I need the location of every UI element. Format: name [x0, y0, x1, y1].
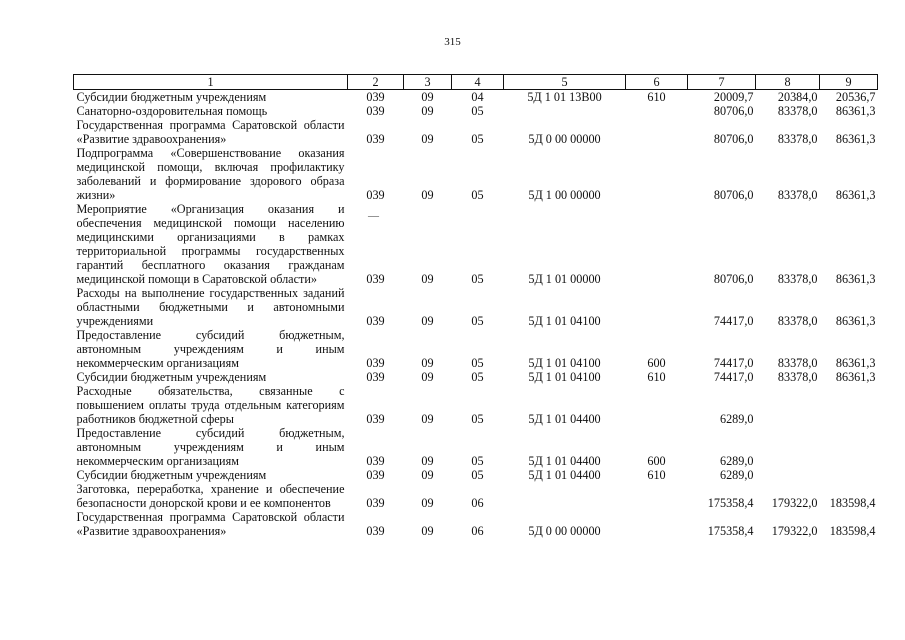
- budget-table: [73, 74, 878, 538]
- row-amount-year-1: 6289,0: [719, 468, 754, 482]
- row-section: 09: [421, 454, 434, 468]
- row-expense-type: 600: [647, 356, 666, 370]
- row-description: Мероприятие «Организация оказания и обеспечения медицинской помощи населению медицинскими организациями в рамках территориальной программы государственных гарантий бесплатного оказания гражданам медицинской помощи в Саратовской области»: [76, 202, 345, 286]
- row-amount-year-3: 86361,3: [835, 272, 876, 286]
- row-section: 09: [421, 90, 434, 104]
- row-section: 09: [421, 524, 434, 538]
- row-description: Предоставление субсидий бюджетным, автономным учреждениям и иным некоммерческим организациям: [76, 426, 345, 468]
- row-target-article: [504, 482, 626, 510]
- row-amount-year-3: 183598,4: [829, 496, 876, 510]
- row-amount-year-3: 86361,3: [835, 314, 876, 328]
- column-header-7: 7: [688, 75, 756, 90]
- row-subsection: 05: [471, 370, 484, 384]
- row-description: Расходные обязательства, связанные с повышением оплаты труда отдельным категориям работников бюджетной сферы: [76, 384, 345, 426]
- table-row: [74, 384, 878, 426]
- row-section: 09: [421, 272, 434, 286]
- table-row: [74, 90, 878, 105]
- row-description: Субсидии бюджетным учреждениям: [76, 90, 267, 104]
- row-admin-code: 039: [366, 188, 385, 202]
- row-section: 09: [421, 314, 434, 328]
- row-amount-year-1: 6289,0: [719, 454, 754, 468]
- row-amount-year-1: 74417,0: [713, 314, 754, 328]
- table-row: [74, 426, 878, 468]
- row-admin-code: 039: [366, 454, 385, 468]
- row-amount-year-1: 74417,0: [713, 370, 754, 384]
- row-subsection: 06: [471, 496, 484, 510]
- row-description: Расходы на выполнение государственных заданий областными бюджетными и автономными учреждениями: [76, 286, 345, 328]
- row-admin-code: 039: [366, 272, 385, 286]
- row-admin-code: 039: [366, 90, 385, 104]
- row-amount-year-3: 86361,3: [835, 104, 876, 118]
- row-amount-year-2: 20384,0: [777, 90, 818, 104]
- row-admin-code: 039: [366, 314, 385, 328]
- row-target-article: 5Д 1 01 04400: [528, 412, 601, 426]
- row-amount-year-1: 175358,4: [707, 496, 754, 510]
- row-target-article: 5Д 1 01 13В00: [527, 90, 602, 104]
- row-expense-type: 610: [647, 370, 666, 384]
- row-expense-type: [626, 104, 688, 118]
- row-admin-code: 039: [366, 412, 385, 426]
- row-section: 09: [421, 468, 434, 482]
- row-subsection: 06: [471, 524, 484, 538]
- row-admin-code: 039: [366, 370, 385, 384]
- table-row: [74, 286, 878, 328]
- row-admin-code: 039: [366, 104, 385, 118]
- row-subsection: 05: [471, 132, 484, 146]
- row-admin-code: 039: [366, 468, 385, 482]
- row-description: Субсидии бюджетным учреждениям: [76, 468, 267, 482]
- column-header-5: 5: [504, 75, 626, 90]
- row-target-article: [504, 104, 626, 118]
- row-expense-type: 600: [647, 454, 666, 468]
- row-amount-year-3: 183598,4: [829, 524, 876, 538]
- row-amount-year-3: 86361,3: [835, 356, 876, 370]
- row-target-article: 5Д 0 00 00000: [528, 132, 601, 146]
- row-target-article: 5Д 1 01 04400: [528, 454, 601, 468]
- row-amount-year-2: 179322,0: [771, 496, 818, 510]
- row-admin-code: 039: [366, 132, 385, 146]
- row-target-article: 5Д 0 00 00000: [528, 524, 601, 538]
- row-amount-year-2: 83378,0: [777, 314, 818, 328]
- row-section: 09: [421, 104, 434, 118]
- row-amount-year-1: 80706,0: [713, 272, 754, 286]
- row-amount-year-1: 20009,7: [713, 90, 754, 104]
- row-subsection: 05: [471, 454, 484, 468]
- row-target-article: 5Д 1 01 04100: [528, 314, 601, 328]
- table-row: [74, 328, 878, 370]
- row-expense-type: [626, 118, 688, 146]
- row-subsection: 05: [471, 356, 484, 370]
- row-amount-year-1: 80706,0: [713, 188, 754, 202]
- row-section: 09: [421, 370, 434, 384]
- row-description: Государственная программа Саратовской области «Развитие здравоохранения»: [76, 118, 345, 146]
- table-row: [74, 146, 878, 202]
- table-header: [74, 75, 878, 90]
- dash-mark: —: [368, 210, 379, 222]
- table-body: [74, 90, 878, 539]
- row-amount-year-2: 83378,0: [777, 356, 818, 370]
- table-row: [74, 510, 878, 538]
- row-description: Санаторно-оздоровительная помощь: [76, 104, 268, 118]
- table-row: [74, 104, 878, 118]
- row-amount-year-3: 20536,7: [835, 90, 876, 104]
- table-row: [74, 370, 878, 384]
- row-expense-type: 610: [647, 90, 666, 104]
- row-description: Государственная программа Саратовской области «Развитие здравоохранения»: [76, 510, 345, 538]
- row-admin-code: 039: [366, 496, 385, 510]
- row-description: Предоставление субсидий бюджетным, автономным учреждениям и иным некоммерческим организациям: [76, 328, 345, 370]
- row-amount-year-3: [820, 426, 878, 468]
- row-amount-year-3: 86361,3: [835, 132, 876, 146]
- row-section: 09: [421, 356, 434, 370]
- row-subsection: 05: [471, 412, 484, 426]
- row-amount-year-2: 83378,0: [777, 188, 818, 202]
- row-description: Подпрограмма «Совершенствование оказания медицинской помощи, включая профилактику заболеваний и формирование здорового образа жизни»: [76, 146, 345, 202]
- row-section: 09: [421, 188, 434, 202]
- row-amount-year-1: 74417,0: [713, 356, 754, 370]
- column-header-2: 2: [348, 75, 404, 90]
- row-expense-type: [626, 384, 688, 426]
- column-header-4: 4: [452, 75, 504, 90]
- header-row: [74, 75, 878, 90]
- row-subsection: 05: [471, 314, 484, 328]
- row-expense-type: [626, 510, 688, 538]
- column-header-6: 6: [626, 75, 688, 90]
- row-expense-type: [626, 482, 688, 510]
- row-admin-code: 039: [366, 356, 385, 370]
- row-subsection: 05: [471, 468, 484, 482]
- row-amount-year-1: 80706,0: [713, 104, 754, 118]
- row-expense-type: [626, 202, 688, 286]
- column-header-3: 3: [404, 75, 452, 90]
- row-expense-type: [626, 286, 688, 328]
- row-amount-year-1: 6289,0: [719, 412, 754, 426]
- row-target-article: 5Д 1 01 00000: [528, 272, 601, 286]
- column-header-9: 9: [820, 75, 878, 90]
- row-amount-year-1: 80706,0: [713, 132, 754, 146]
- row-expense-type: 610: [647, 468, 666, 482]
- column-header-8: 8: [756, 75, 820, 90]
- row-section: 09: [421, 496, 434, 510]
- row-subsection: 05: [471, 272, 484, 286]
- row-amount-year-1: 175358,4: [707, 524, 754, 538]
- row-amount-year-3: 86361,3: [835, 188, 876, 202]
- row-amount-year-2: 179322,0: [771, 524, 818, 538]
- row-amount-year-2: 83378,0: [777, 132, 818, 146]
- row-amount-year-2: 83378,0: [777, 272, 818, 286]
- row-target-article: 5Д 1 01 04400: [528, 468, 601, 482]
- row-admin-code: 039: [366, 524, 385, 538]
- row-expense-type: [626, 146, 688, 202]
- row-subsection: 05: [471, 188, 484, 202]
- row-amount-year-2: [756, 426, 820, 468]
- row-amount-year-3: [820, 468, 878, 482]
- row-subsection: 04: [471, 90, 484, 104]
- row-amount-year-3: 86361,3: [835, 370, 876, 384]
- row-description: Заготовка, переработка, хранение и обеспечение безопасности донорской крови и ее компонентов: [76, 482, 345, 510]
- column-header-1: 1: [74, 75, 348, 90]
- table-row: [74, 468, 878, 482]
- row-subsection: 05: [471, 104, 484, 118]
- row-amount-year-3: [820, 384, 878, 426]
- row-amount-year-2: [756, 384, 820, 426]
- row-amount-year-2: 83378,0: [777, 370, 818, 384]
- row-description: Субсидии бюджетным учреждениям: [76, 370, 267, 384]
- table-row: [74, 202, 878, 286]
- row-section: 09: [421, 132, 434, 146]
- row-target-article: 5Д 1 01 04100: [528, 370, 601, 384]
- row-amount-year-2: [756, 468, 820, 482]
- table-row: [74, 118, 878, 146]
- row-section: 09: [421, 412, 434, 426]
- page-number: 315: [444, 36, 461, 48]
- row-amount-year-2: 83378,0: [777, 104, 818, 118]
- row-target-article: 5Д 1 00 00000: [528, 188, 601, 202]
- row-target-article: 5Д 1 01 04100: [528, 356, 601, 370]
- table-row: [74, 482, 878, 510]
